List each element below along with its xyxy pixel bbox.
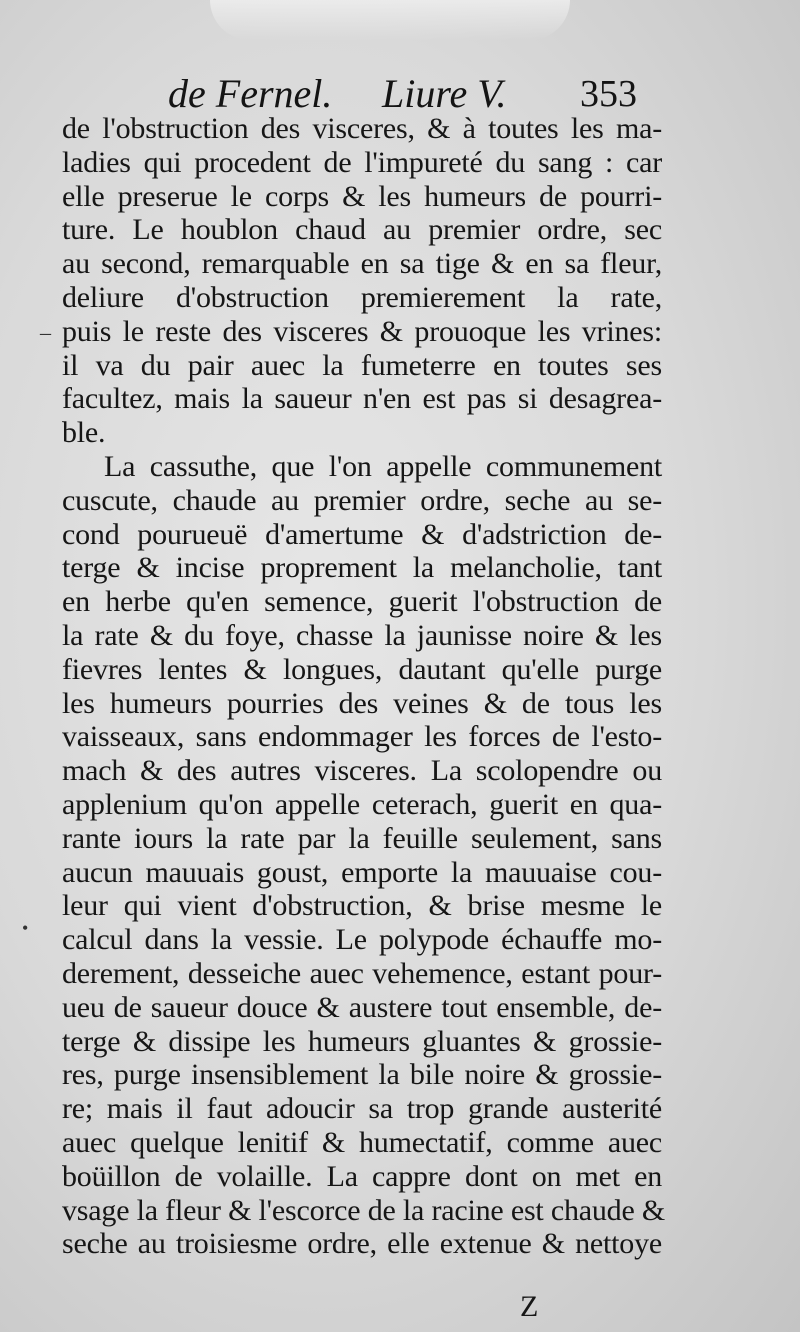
text-line: La cassuthe, que l'on appelle communement: [104, 449, 662, 483]
text-line: cuscute, chaude au premier ordre, seche au se-: [62, 483, 662, 517]
text-line: re; mais il faut adoucir sa trop grande austerité: [62, 1092, 662, 1126]
text-line: en herbe qu'en semence, guerit l'obstruction de: [62, 585, 662, 619]
text-line: leur qui vient d'obstruction, & brise mesme le: [62, 889, 662, 923]
text-line: seche au troisiesme ordre, elle extenue & nettoye: [62, 1227, 662, 1261]
text-line: puis le reste des visceres & prouoque les vrines:: [62, 314, 662, 348]
text-line: vsage la fleur & l'escorce de la racine est chaude &: [62, 1193, 666, 1227]
running-head-book: Liure V.: [382, 71, 507, 116]
text-line: cond pourueuë d'amertume & d'adstriction de-: [62, 517, 662, 551]
text-line: mach & des autres visceres. La scolopendre ou: [62, 754, 662, 788]
text-line: terge & dissipe les humeurs gluantes & grossie-: [62, 1024, 662, 1058]
text-line: fievres lentes & longues, dautant qu'elle purge: [62, 652, 662, 686]
text-line: calcul dans la vessie. Le polypode échauffe mo-: [62, 923, 662, 957]
text-line: la rate & du foye, chasse la jaunisse noire & les: [62, 618, 662, 652]
text-line: de l'obstruction des visceres, & à toutes les ma-: [62, 112, 662, 145]
margin-dot-mark: •: [22, 918, 29, 938]
catchword-signature: Z: [520, 1290, 539, 1323]
text-line: au second, remarquable en sa tige & en sa fleur,: [62, 247, 662, 281]
text-line: deliure d'obstruction premierement la rate,: [62, 280, 662, 314]
text-line: aucun mauuais goust, emporte la mauuaise cou-: [62, 855, 662, 889]
text-line: ble.: [62, 416, 106, 450]
text-line: ture. Le houblon chaud au premier ordre, sec: [62, 213, 662, 247]
text-line: facultez, mais la saueur n'en est pas si desagrea-: [62, 382, 662, 416]
text-line: elle preserue le corps & les humeurs de pourri-: [62, 179, 662, 213]
text-line: terge & incise proprement la melancholie, tant: [62, 551, 662, 585]
margin-dash-mark: _: [40, 312, 51, 337]
text-line: boüillon de volaille. La cappre dont on met en: [62, 1159, 662, 1193]
text-line: res, purge insensiblement la bile noire & grossie-: [62, 1058, 662, 1092]
running-head-author: de Fernel.: [168, 71, 333, 116]
text-line: il va du pair auec la fumeterre en toutes ses: [62, 348, 662, 382]
text-line: applenium qu'on appelle ceterach, guerit en qua-: [62, 787, 662, 821]
text-line: vaisseaux, sans endommager les forces de l'esto-: [62, 720, 662, 754]
page-edge-highlight: [210, 0, 570, 40]
text-line: ueu de saueur douce & austere tout ensemble, de-: [62, 990, 662, 1024]
body-text: [62, 112, 666, 1261]
text-line: rante iours la rate par la feuille seulement, sans: [62, 821, 662, 855]
text-line: les humeurs pourries des veines & de tous les: [62, 686, 662, 720]
text-line: ladies qui procedent de l'impureté du sang : car: [62, 145, 662, 179]
text-line: auec quelque lenitif & humectatif, comme auec: [62, 1125, 662, 1159]
text-line: derement, desseiche auec vehemence, estant pour-: [62, 956, 662, 990]
page-number: 353: [580, 73, 637, 115]
